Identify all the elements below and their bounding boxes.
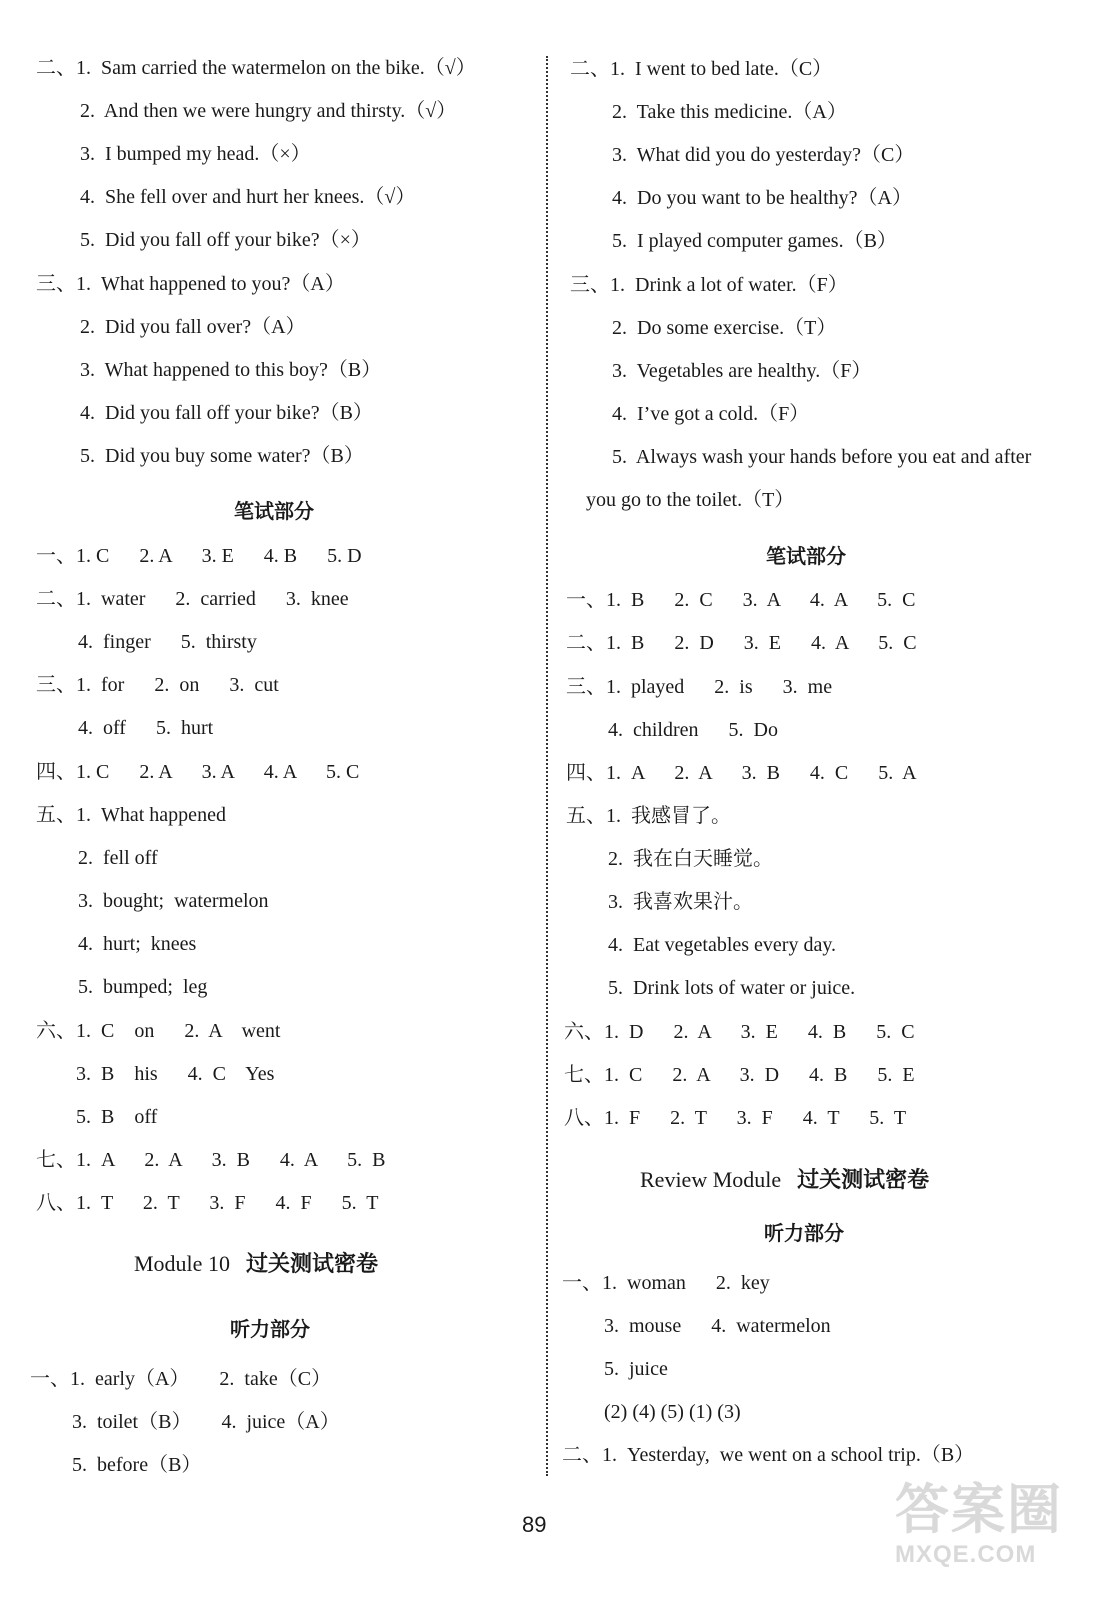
answer-line: 四、1. A 2. A 3. B 4. C 5. A [566, 762, 917, 784]
answer-line: 4. children 5. Do [608, 719, 778, 741]
watermark-url: MXQE.COM [895, 1541, 1037, 1568]
answer-line: 六、1. D 2. A 3. E 4. B 5. C [564, 1021, 915, 1043]
answer-line: you go to the toilet.（T） [586, 489, 795, 511]
answer-line: 3. toilet（B） 4. juice（A） [72, 1411, 340, 1433]
module-name: Module 10 [134, 1251, 230, 1276]
answer-line: 二、1. Sam carried the watermelon on the bike.（√） [36, 57, 476, 79]
answer-line: 5. bumped; leg [78, 976, 208, 998]
answer-line: 3. I bumped my head.（×） [80, 143, 311, 165]
section-header: 听力部分 [764, 1221, 844, 1245]
answer-line: 3. 我喜欢果汁。 [608, 891, 753, 913]
answer-line: 5. before（B） [72, 1454, 202, 1476]
answer-line: 二、1. B 2. D 3. E 4. A 5. C [566, 632, 917, 654]
answer-line: 3. B his 4. C Yes [76, 1063, 275, 1085]
answer-line: 4. off 5. hurt [78, 717, 214, 739]
answer-line: 5. Drink lots of water or juice. [608, 977, 856, 999]
answer-line: 八、1. T 2. T 3. F 4. F 5. T [36, 1192, 379, 1214]
site-watermark [895, 1480, 1075, 1588]
answer-line: 2. Do some exercise.（T） [612, 317, 837, 339]
answer-line: 三、1. What happened to you?（A） [36, 273, 345, 295]
answer-line: 二、1. Yesterday, we went on a school trip.（B） [562, 1444, 975, 1466]
answer-line: 五、1. What happened [36, 804, 226, 826]
answer-line: 五、1. 我感冒了。 [566, 805, 731, 827]
module-title [640, 1166, 929, 1195]
section-header: 笔试部分 [234, 499, 314, 523]
answer-line: 2. fell off [78, 847, 158, 869]
answer-line: 4. I’ve got a cold.（F） [612, 403, 810, 425]
answer-line: 一、1. woman 2. key [562, 1272, 770, 1294]
answer-line: 5. Did you fall off your bike?（×） [80, 229, 371, 251]
answer-line: 3. What did you do yesterday?（C） [612, 144, 915, 166]
answer-line: 三、1. for 2. on 3. cut [36, 674, 279, 696]
answer-line: 4. Do you want to be healthy?（A） [612, 187, 912, 209]
answer-line: 2. Take this medicine.（A） [612, 101, 847, 123]
answer-line: 5. B off [76, 1106, 158, 1128]
watermark-logo-text: 答案圈 [895, 1480, 1063, 1540]
answer-line: 2. And then we were hungry and thirsty.（√） [80, 100, 457, 122]
answer-line: 三、1. played 2. is 3. me [566, 676, 833, 698]
answer-line: 3. mouse 4. watermelon [604, 1315, 831, 1337]
answer-line: 3. Vegetables are healthy.（F） [612, 360, 872, 382]
column-divider [546, 56, 548, 1476]
answer-line: 七、1. A 2. A 3. B 4. A 5. B [36, 1149, 386, 1171]
answer-line: 3. What happened to this boy?（B） [80, 359, 382, 381]
answer-line: 4. Did you fall off your bike?（B） [80, 402, 373, 424]
answer-line: 4. She fell over and hurt her knees.（√） [80, 186, 416, 208]
answer-line: 二、1. I went to bed late.（C） [570, 58, 833, 80]
answer-line: 5. Always wash your hands before you eat and after [612, 446, 1032, 468]
answer-line: 3. bought; watermelon [78, 890, 269, 912]
answer-line: 六、1. C on 2. A went [36, 1020, 281, 1042]
module-name: Review Module [640, 1167, 782, 1192]
module-subtitle: 过关测试密卷 [245, 1252, 378, 1277]
answer-line: (2) (4) (5) (1) (3) [604, 1401, 741, 1423]
section-header: 听力部分 [230, 1317, 310, 1341]
module-subtitle: 过关测试密卷 [797, 1168, 930, 1193]
answer-line: 七、1. C 2. A 3. D 4. B 5. E [564, 1064, 915, 1086]
module-title [134, 1250, 378, 1279]
answer-line: 5. I played computer games.（B） [612, 230, 897, 252]
answer-line: 5. Did you buy some water?（B） [80, 445, 364, 467]
answer-line: 2. 我在白天睡觉。 [608, 848, 773, 870]
page-number: 89 [522, 1512, 547, 1537]
answer-line: 一、1. B 2. C 3. A 4. A 5. C [566, 589, 916, 611]
answer-line: 一、1. early（A） 2. take（C） [30, 1368, 332, 1390]
section-header: 笔试部分 [766, 544, 846, 568]
answer-line: 四、1. C 2. A 3. A 4. A 5. C [36, 761, 360, 783]
answer-line: 4. hurt; knees [78, 933, 197, 955]
answer-line: 三、1. Drink a lot of water.（F） [570, 274, 848, 296]
answer-line: 4. Eat vegetables every day. [608, 934, 837, 956]
answer-line: 二、1. water 2. carried 3. knee [36, 588, 349, 610]
answer-line: 5. juice [604, 1358, 668, 1380]
answer-line: 4. finger 5. thirsty [78, 631, 257, 653]
answer-line: 八、1. F 2. T 3. F 4. T 5. T [564, 1107, 907, 1129]
answer-line: 2. Did you fall over?（A） [80, 316, 306, 338]
answer-line: 一、1. C 2. A 3. E 4. B 5. D [36, 545, 362, 567]
